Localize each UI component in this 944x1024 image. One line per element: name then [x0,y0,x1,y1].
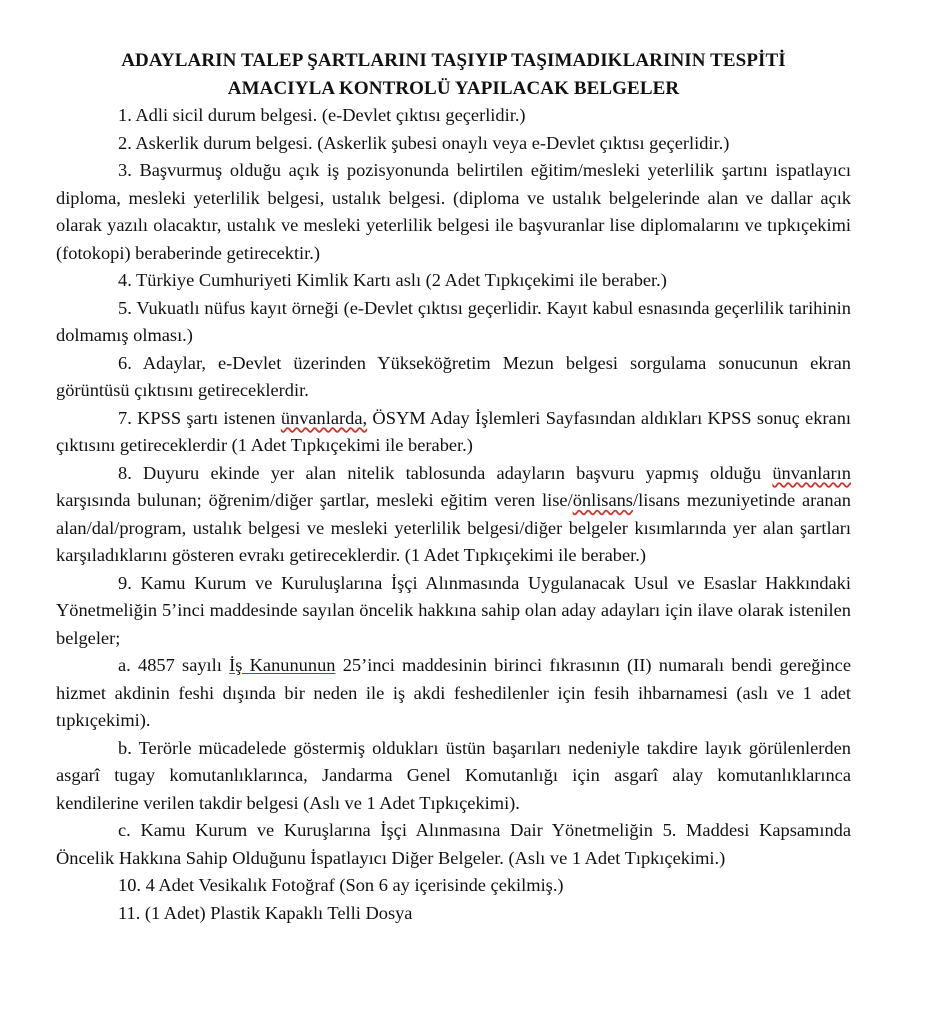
item-8-text-mid: karşısında bulunan; öğrenim/diğer şartlar, mesleki eğitim veren lise/ [56,490,573,510]
document-body [56,102,851,927]
title-line-2: AMACIYLA KONTROLÜ YAPILACAK BELGELER [227,78,680,99]
list-item-9a [56,652,851,735]
law-link[interactable]: İş Kanununun [229,655,336,675]
list-item-9c: c. Kamu Kurum ve Kuruşlarına İşçi Alınmasına Dair Yönetmeliğin 5. Maddesi Kapsamında Öncelik Hakkına Sahip Olduğunu İspatlayıcı Diğer Belgeler. (Aslı ve 1 Adet Tıpkıçekimi.) [56,820,851,868]
list-item-9b: b. Terörle mücadelede göstermiş oldukları üstün başarıları nedeniyle takdire layık görülenlerden asgarî tugay komutanlıklarınca, Jandarma Genel Komutanlığı için asgarî alay komutanlıklarınca kendilerine verilen takdir belgesi (Aslı ve 1 Adet Tıpkıçekimi). [56,737,851,813]
list-item-6: 6. Adaylar, e-Devlet üzerinden Yükseköğretim Mezun belgesi sorgulama sonucunun ekran görüntüsü çıktısını getireceklerdir. [56,352,851,400]
item-7-text-end: ÖSYM Aday İşlemleri Sayfasından aldıkları KPSS sonuç ekranı çıktısını getireceklerdir (1 Adet Tıpkıçekimi ile beraber.) [56,407,852,455]
item-8-text-start: 8. Duyuru ekinde yer alan nitelik tablosunda adayların başvuru yapmış olduğu [118,462,773,483]
list-item-1: 1. Adli sicil durum belgesi. (e-Devlet çıktısı geçerlidir.) [118,105,526,125]
document-title [56,47,851,103]
item-9a-text-start: a. 4857 sayılı [118,655,230,675]
list-item-4: 4. Türkiye Cumhuriyeti Kimlik Kartı aslı (2 Adet Tıpkıçekimi ile beraber.) [118,270,667,290]
spellcheck-word: önlisans [572,490,633,510]
list-item-9: 9. Kamu Kurum ve Kuruluşlarına İşçi Alınmasında Uygulanacak Usul ve Esaslar Hakkındaki Yönetmeliğin 5’inci maddesinde sayılan öncelik hakkına sahip olan aday adayları için ilave olarak istenilen belgeler; [56,572,851,648]
list-item-2: 2. Askerlik durum belgesi. (Askerlik şubesi onaylı veya e-Devlet çıktısı geçerlidir.) [118,132,730,153]
title-line-1: ADAYLARIN TALEP ŞARTLARINI TAŞIYIP TAŞIMADIKLARININ TESPİTİ [121,50,786,71]
spellcheck-word: ünvanların [772,462,851,483]
list-item-3: 3. Başvurmuş olduğu açık iş pozisyonunda belirtilen eğitim/mesleki yeterlilik şartını ispatlayıcı diploma, mesleki yeterlilik belgesi, ustalık belgesi. (diploma ve ustalık belgelerinde alan ve dallar açık olarak yazılı olacaktır, ustalık ve mesleki yeterlilik belgesi ile başvuranlar lise diplomalarını ve tıpkıçekimi (fotokopi) beraberinde getirecektir.) [56,160,851,263]
list-item-8 [56,460,851,570]
list-item-11: 11. (1 Adet) Plastik Kapaklı Telli Dosya [118,902,413,923]
list-item-5: 5. Vukuatlı nüfus kayıt örneği (e-Devlet çıktısı geçerlidir. Kayıt kabul esnasında geçerlilik tarihinin dolmamış olması.) [56,297,851,345]
item-8-text-end: /lisans mezuniyetinde aranan alan/dal/program, ustalık belgesi ve mesleki yeterlilik belgesi/diğer belgeler kısımlarında yer alan şartları karşıladıklarını gösteren evrakı getireceklerdir. (1 Adet Tıpkıçekimi ile beraber.) [56,490,851,565]
list-item-10: 10. 4 Adet Vesikalık Fotoğraf (Son 6 ay içerisinde çekilmiş.) [118,875,564,895]
spellcheck-word: ünvanlarda, [280,407,368,428]
item-9a-text-end: 25’inci maddesinin birinci fıkrasının (II) numaralı bendi gereğince hizmet akdinin feshi dışında bir neden ile iş akdi feshedilenler için fesih ihbarnamesi (aslı ve 1 adet tıpkıçekimi). [56,655,851,730]
list-item-7 [56,405,851,460]
item-7-text-start: 7. KPSS şartı istenen [118,407,281,428]
